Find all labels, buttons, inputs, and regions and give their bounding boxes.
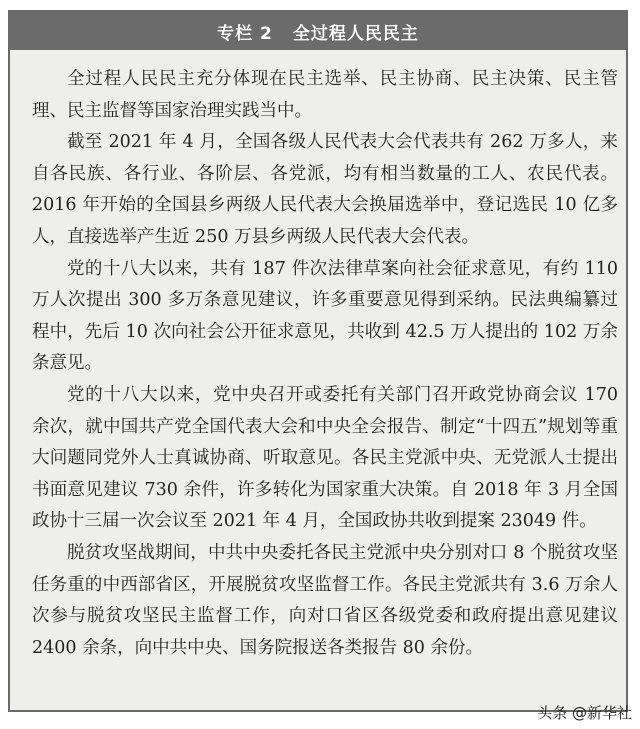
column-header [10, 12, 626, 50]
column-label: 专栏 2 [217, 23, 273, 44]
paragraph: 全过程人民民主充分体现在民主选举、民主协商、民主决策、民主管理、民主监督等国家治理实践当中。 [32, 69, 618, 121]
paragraph: 脱贫攻坚战期间，中共中央委托各民主党派中央分别对口 8 个脱贫攻坚任务重的中西部省区，开展脱贫攻坚监督工作。各民主党派共有 3.6 万余人次参与脱贫攻坚民主监督工作，向对口省区各级党委和政府提出意见建议 2400 余条，向中共中央、国务院报送各类报告 80 余份。 [32, 542, 618, 658]
column-title: 全过程人民民主 [292, 23, 419, 44]
paragraph: 党的十八大以来，共有 187 件次法律草案向社会征求意见，有约 110 万人次提出 300 多万条意见建议，许多重要意见得到采纳。民法典编纂过程中，先后 10 次向社会公开征求意见，共收到 42.5 万人提出的 102 万余条意见。 [32, 258, 618, 374]
watermark [537, 702, 632, 723]
watermark-text: 头条 @新华社 [537, 704, 632, 722]
column-body [32, 64, 618, 664]
column-box [8, 10, 628, 712]
paragraph: 截至 2021 年 4 月，全国各级人民代表大会代表共有 262 万多人，来自各民族、各行业、各阶层、各党派，均有相当数量的工人、农民代表。2016 年开始的全国县乡两级人民代表大会换届选举中，登记选民 10 亿多人，直接选举产生近 250 万县乡两级人民代表大会代表。 [32, 132, 618, 247]
paragraph: 党的十八大以来，党中央召开或委托有关部门召开政党协商会议 170 余次，就中国共产党全国代表大会和中央全会报告、制定“十四五”规划等重大问题同党外人士真诚协商、听取意见。各民主党派中央、无党派人士提出书面意见建议 730 余件，许多转化为国家重大决策。自 2018 年 3 月全国政协十三届一次会议至 2021 年 4 月，全国政协共收到提案 23049 件。 [32, 384, 618, 532]
